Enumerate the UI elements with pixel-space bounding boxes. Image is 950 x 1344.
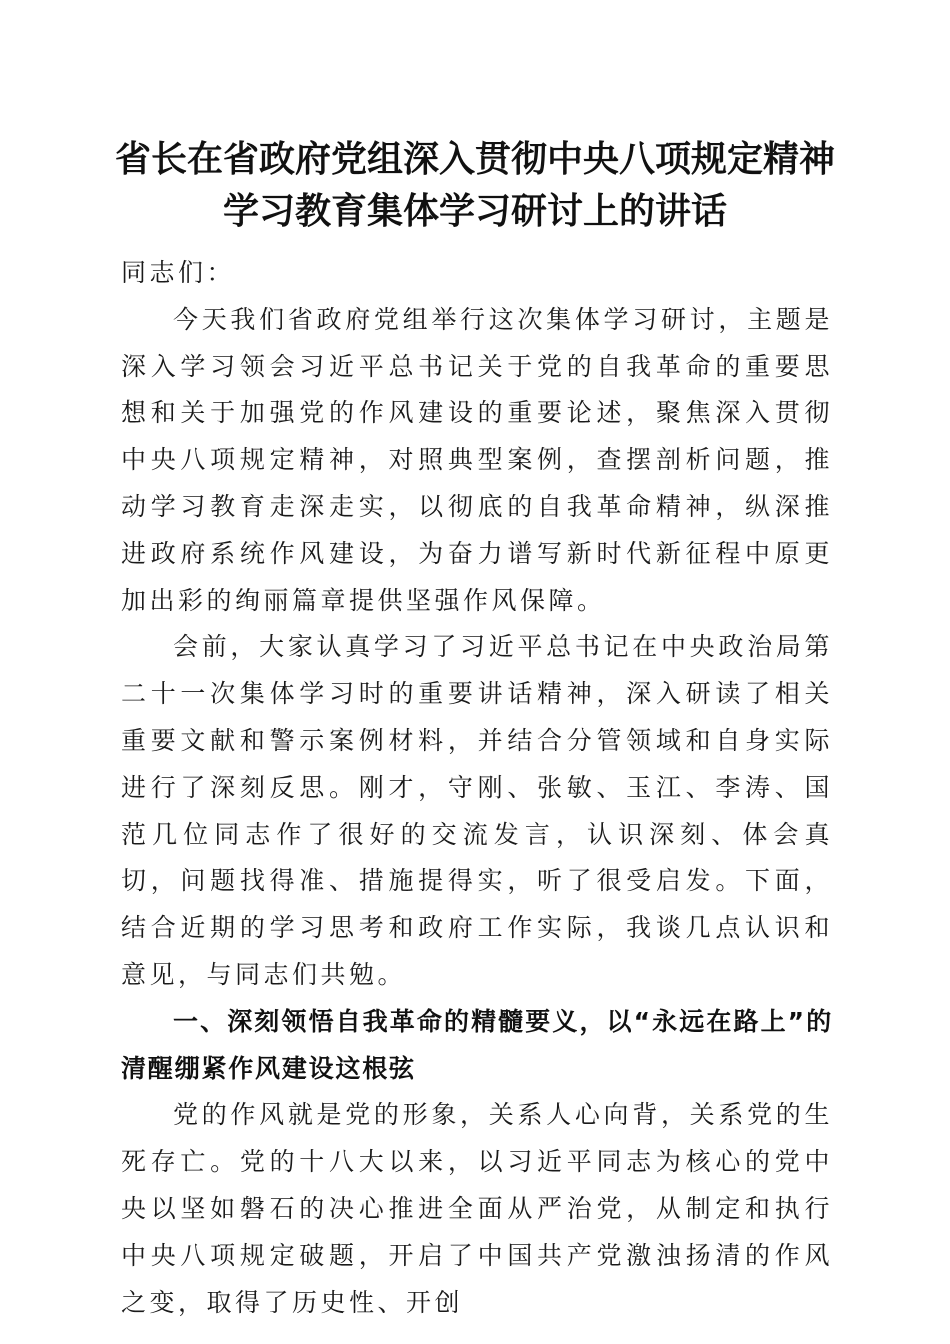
document-body (121, 250, 833, 1326)
document-title-line-2: 学习教育集体学习研讨上的讲话 (222, 191, 727, 232)
salutation: 同志们： (121, 258, 236, 287)
paragraph-preface: 会前，大家认真学习了习近平总书记在中央政治局第二十一次集体学习时的重要讲话精神，深入研读了相关重要文献和警示案例材料，并结合分管领域和自身实际进行了深刻反思。刚才，守刚、张敏、玉江、李涛、国范几位同志作了很好的交流发言，认识深刻、体会真切，问题找得准、措施提得实，听了很受启发。下面，结合近期的学习思考和政府工作实际，我谈几点认识和意见，与同志们共勉。 (121, 632, 833, 989)
document-title-line-1: 省长在省政府党组深入贯彻中央八项规定精神 (114, 139, 835, 180)
paragraph-section-1: 党的作风就是党的形象，关系人心向背，关系党的生死存亡。党的十八大以来，以习近平同志为核心的党中央以坚如磐石的决心推进全面从严治党，从制定和执行中央八项规定破题，开启了中国共产党激浊扬清的作风之变，取得了历史性、开创 (121, 1100, 833, 1317)
section-heading-1: 一、深刻领悟自我革命的精髓要义，以“永远在路上”的清醒绷紧作风建设这根弦 (121, 1006, 833, 1083)
paragraph-intro: 今天我们省政府党组举行这次集体学习研讨，主题是深入学习领会习近平总书记关于党的自我革命的重要思想和关于加强党的作风建设的重要论述，聚焦深入贯彻中央八项规定精神，对照典型案例，查摆剖析问题，推动学习教育走深走实，以彻底的自我革命精神，纵深推进政府系统作风建设，为奋力谱写新时代新征程中原更加出彩的绚丽篇章提供坚强作风保障。 (121, 304, 833, 615)
